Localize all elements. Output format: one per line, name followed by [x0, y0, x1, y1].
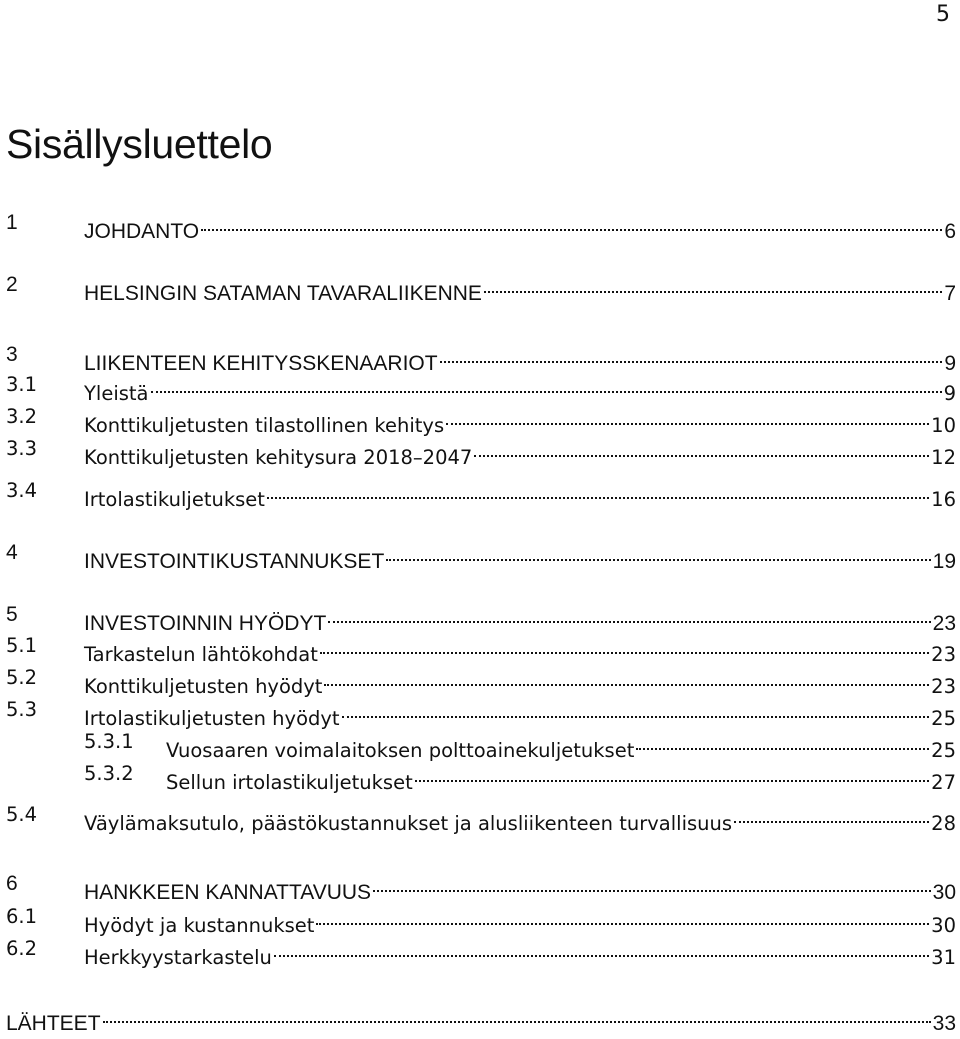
toc-leader-dots	[734, 800, 929, 830]
toc-entry-number: 3.3	[6, 437, 38, 460]
toc-entry-page: 30	[931, 914, 956, 937]
toc-entry-page: 28	[931, 812, 956, 835]
toc-entry[interactable]	[0, 476, 956, 511]
toc-entry-title: Vuosaaren voimalaitoksen polttoainekuljetukset	[166, 739, 635, 762]
toc-entry-title: Hyödyt ja kustannukset	[84, 914, 315, 937]
toc-entry[interactable]	[0, 902, 956, 937]
toc-entry-number: 5.2	[6, 666, 38, 689]
toc-entry-title: Irtolastikuljetusten hyödyt	[84, 707, 340, 730]
toc-entry-page: 30	[932, 881, 956, 904]
toc-entry-page: 25	[931, 739, 956, 762]
toc-entry-title: Konttikuljetusten kehitysura 2018–2047	[84, 446, 473, 469]
toc-entry[interactable]	[0, 208, 956, 243]
toc-entry[interactable]	[0, 663, 956, 698]
toc-entry-title: LIIKENTEEN KEHITYSSKENAARIOT	[84, 352, 438, 375]
toc-leader-dots	[201, 208, 942, 238]
toc-entry-title: Herkkyystarkastelu	[84, 946, 272, 969]
toc-entry-number: 5.3.1	[84, 730, 134, 753]
toc-leader-dots	[440, 340, 943, 370]
toc-entry-title: Konttikuljetusten hyödyt	[84, 675, 323, 698]
toc-entry[interactable]	[0, 370, 956, 405]
toc-entry[interactable]	[0, 538, 956, 573]
toc-entry-title: HANKKEEN KANNATTAVUUS	[84, 881, 372, 904]
toc-entry-page: 12	[931, 446, 956, 469]
toc-entry[interactable]	[0, 695, 956, 730]
toc-entry-number: 3	[6, 343, 18, 366]
toc-entry-page: 31	[931, 946, 956, 969]
toc-leader-dots	[415, 759, 929, 789]
toc-entry-title: INVESTOINNIN HYÖDYT	[84, 612, 327, 635]
toc-leader-dots	[324, 663, 929, 693]
toc-entry-page: 33	[932, 1012, 956, 1035]
toc-leader-dots	[386, 538, 930, 568]
toc-leader-dots	[267, 476, 929, 506]
toc-leader-dots	[484, 270, 942, 300]
toc-entry-number: 3.2	[6, 405, 38, 428]
toc-entry-number: 6.1	[6, 905, 38, 928]
toc-leader-dots	[320, 631, 929, 661]
toc-entry-number: 5.3	[6, 698, 38, 721]
toc-entry-title: Väylämaksutulo, päästökustannukset ja alusliikenteen turvallisuus	[84, 812, 733, 835]
toc-entry-page: 23	[932, 612, 956, 635]
toc-entry-title: HELSINGIN SATAMAN TAVARALIIKENNE	[84, 282, 482, 305]
toc-leader-dots	[274, 934, 929, 964]
toc-entry-title: JOHDANTO	[84, 220, 200, 243]
toc-entry-number: 5	[6, 603, 18, 626]
toc-entry[interactable]	[0, 727, 956, 762]
toc-leader-dots	[373, 869, 931, 899]
toc-leader-dots	[328, 600, 930, 630]
toc-entry-title: Konttikuljetusten tilastollinen kehitys	[84, 414, 445, 437]
toc-entry-page: 23	[931, 643, 956, 666]
toc-entry-number: 6.2	[6, 937, 38, 960]
toc-entry-page: 9	[943, 382, 956, 405]
toc-entry-page: 6	[944, 220, 956, 243]
toc-entry-page: 10	[931, 414, 956, 437]
page-number: 5	[936, 2, 950, 27]
toc-entry-page: 9	[944, 352, 956, 375]
toc-entry[interactable]	[0, 600, 956, 635]
toc-entry[interactable]	[0, 934, 956, 969]
toc-entry-number: 1	[6, 211, 18, 234]
toc-entry-title: Sellun irtolastikuljetukset	[166, 771, 413, 794]
toc-entry-title: INVESTOINTIKUSTANNUKSET	[84, 550, 385, 573]
toc-entry-number: 5.3.2	[84, 762, 134, 785]
toc-entry[interactable]	[0, 800, 956, 835]
toc-entry-page: 16	[931, 488, 956, 511]
toc-leader-dots	[446, 402, 929, 432]
toc-entry[interactable]	[0, 631, 956, 666]
toc-title: Sisällysluettelo	[6, 121, 273, 167]
toc-leader-dots	[636, 727, 929, 757]
toc-leader-dots	[316, 902, 929, 932]
toc-leader-dots	[151, 370, 942, 400]
toc-entry-number: 5.1	[6, 634, 38, 657]
toc-entry[interactable]	[0, 434, 956, 469]
toc-entry[interactable]	[0, 402, 956, 437]
toc-entry-title: Yleistä	[84, 382, 149, 405]
toc-entry[interactable]	[0, 869, 956, 904]
toc-entry-title: Tarkastelun lähtökohdat	[84, 643, 318, 666]
toc-entry[interactable]	[0, 1000, 956, 1035]
toc-entry-number: 3.1	[6, 373, 38, 396]
toc-leader-dots	[103, 1000, 931, 1030]
toc-entry-number: 4	[6, 541, 18, 564]
toc-entry-page: 19	[932, 550, 956, 573]
toc-entry[interactable]	[0, 759, 956, 794]
toc-entry-number: 5.4	[6, 803, 38, 826]
toc-entry-page: 23	[931, 675, 956, 698]
toc-entry-title: Irtolastikuljetukset	[84, 488, 265, 511]
toc-entry-number: 3.4	[6, 479, 38, 502]
toc-entry[interactable]	[0, 270, 956, 305]
toc-entry-number: 6	[6, 872, 18, 895]
toc-entry[interactable]	[0, 340, 956, 375]
toc-leader-dots	[474, 434, 929, 464]
toc-entry-page: 7	[944, 282, 956, 305]
toc-entry-number: 2	[6, 273, 18, 296]
toc-entry-page: 25	[931, 707, 956, 730]
toc-entry-title: LÄHTEET	[6, 1012, 101, 1035]
toc-entry-page: 27	[931, 771, 956, 794]
toc-leader-dots	[342, 695, 930, 725]
